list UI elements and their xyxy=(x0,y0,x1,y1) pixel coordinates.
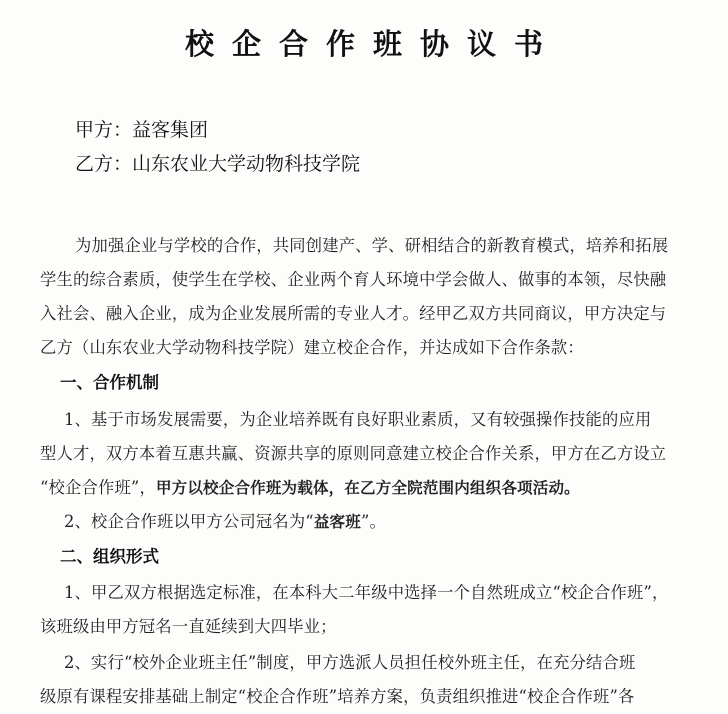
section-heading-organization-form: 二、组织形式 xyxy=(60,547,159,566)
clause-line: 型人才，双方本着互惠共赢、资源共享的原则同意建立校企合作关系，甲方在乙方设立 xyxy=(40,444,667,463)
clause-text: ”。 xyxy=(360,512,386,531)
intro-line: 乙方（山东农业大学动物科技学院）建立校企合作，并达成如下合作条款： xyxy=(40,338,584,357)
clause-line: 级原有课程安排基础上制定“校企合作班”培养方案，负责组织推进“校企合作班”各 xyxy=(40,687,635,706)
intro-line: 学生的综合素质，使学生在学校、企业两个育人环境中学会做人、做事的本领，尽快融 xyxy=(40,270,667,289)
intro-line: 为加强企业与学校的合作，共同创建产、学、研相结合的新教育模式，培养和拓展 xyxy=(75,236,669,255)
party-b: 乙方：山东农业大学动物科技学院 xyxy=(75,153,361,175)
intro-line: 入社会、融入企业，成为企业发展所需的专业人才。经甲乙双方共同商议，甲方决定与 xyxy=(40,304,667,323)
clause-text-bold: 甲方以校企合作班为载体，在乙方全院范围内组织各项活动。 xyxy=(155,479,580,497)
document-title: 校企合作班协议书 xyxy=(184,27,561,61)
clause-text: “校企合作班”， xyxy=(40,478,156,497)
clause-line: 1、基于市场发展需要，为企业培养既有良好职业素质，又有较强操作技能的应用 xyxy=(64,410,652,429)
clause-line: 1、甲乙双方根据选定标准，在本科大二年级中选择一个自然班成立“校企合作班”， xyxy=(64,583,669,602)
clause-text-bold: 益客班 xyxy=(313,513,361,531)
clause-line xyxy=(64,508,386,532)
party-a: 甲方：益客集团 xyxy=(75,119,209,141)
clause-line: 2、实行“校外企业班主任”制度，甲方选派人员担任校外班主任，在充分结合班 xyxy=(64,653,636,672)
section-heading-cooperation-mechanism: 一、合作机制 xyxy=(60,373,159,392)
clause-line: 该班级由甲方冠名一直延续到大四毕业； xyxy=(40,617,337,636)
clause-line xyxy=(40,474,580,498)
clause-text: 2、校企合作班以甲方公司冠名为“ xyxy=(64,512,314,531)
